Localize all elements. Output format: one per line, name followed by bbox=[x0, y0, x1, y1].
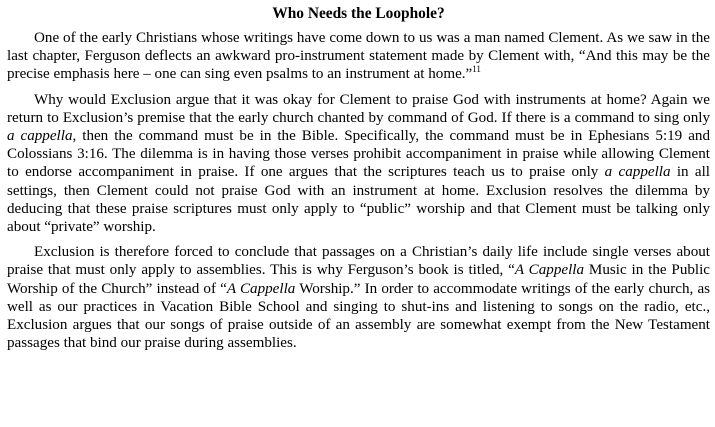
section-title: Who Needs the Loophole? bbox=[272, 5, 445, 22]
italic-run: A Cappella bbox=[514, 262, 585, 279]
text-run: in all settings, then Clement could not praise God with an instrument at home. Exclusion resolves the dilemma by deducing that these praise scriptures must only apply to “public” worship and that Clement must be talking only about “private” worship. bbox=[7, 164, 711, 236]
italic-run: A Cappella bbox=[226, 280, 296, 297]
text-run: Music in the Public Worship of the Church” instead of “ bbox=[7, 262, 711, 297]
text-run: Why would Exclusion argue that it was okay for Clement to praise God with instruments at home? Again we return to Exclusion’s premise that the early church chanted by command of God. If there is a command to sing only bbox=[7, 91, 710, 126]
text-run: , then the command must be in the Bible. Specifically, the command must be in Ephesians 5:19 and Colossians 3:16. The dilemma is in having those verses prohibit accompaniment in praise while allowing Clement to endorse accompaniment in praise. If one argues that the scriptures teach us to praise only bbox=[7, 128, 710, 181]
text-run: One of the early Christians whose writings have come down to us was a man named Clement. As we saw in the last chapter, Ferguson deflects an awkward pro-instrument statement made by Clement with, “And this may be the precise emphasis here – one can sing even psalms to an instrument at home.” bbox=[7, 30, 710, 83]
paragraph-1 bbox=[7, 29, 710, 84]
italic-run: a cappella bbox=[7, 128, 73, 145]
footnote-ref: 11 bbox=[472, 64, 481, 75]
text-run: Worship.” In order to accommodate writings of the early church, as well as our practices in Vacation Bible School and singing to shut-ins and listening to songs on the radio, etc., Exclusion argues that our songs of praise outside of an assembly are somewhat exempt from the New Testament passages that bind our praise during assemblies. bbox=[7, 280, 711, 352]
paragraph-3 bbox=[7, 243, 710, 352]
paragraph-2 bbox=[7, 91, 710, 237]
italic-run: a cappella bbox=[604, 164, 671, 181]
text-run: Exclusion is therefore forced to conclude that passages on a Christian’s daily life include single verses about praise that must only apply to assemblies. This is why Ferguson’s book is titled, “ bbox=[7, 244, 710, 279]
